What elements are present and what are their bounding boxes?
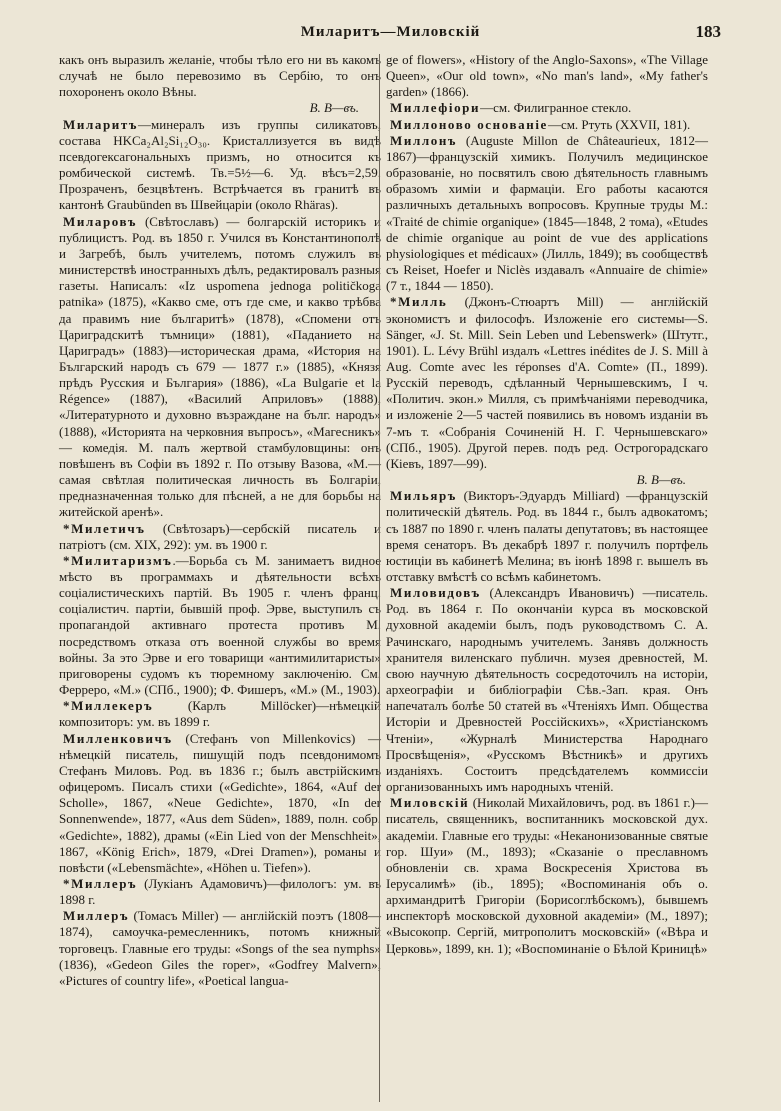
entry-text: (Александръ Ивановичъ) —писатель. Род. въ 1864 г. По окончаніи курса въ московской духовной академіи былъ, подъ руководствомъ С. А. Рачинскаго, народнымъ учителемъ. Занявъ должность хранителя виленскаго публичн. музея древностей, М. свою научную дѣятельность сосредоточилъ на исторіи, археографіи и библіографіи Сѣв.-Зап. края. Онъ напечаталъ болѣе 50 статей въ «Чтеніяхъ Имп. Общества Исторіи и Древностей Россійскихъ», «Христіанскомъ Чтеніи», «Журналѣ Министерства Народнаго Просвѣщенія», «Русскомъ Вѣстникѣ» и другихъ изданіяхъ. Состоитъ предсѣдателемъ коммиссіи организованныхъ имъ народныхъ чтеній. bbox=[386, 585, 708, 795]
entry-text: (Томасъ Miller) — англійскій поэтъ (1808—1874), самоучка-ремесленникъ, потомъ книжный торговецъ. Главные его труды: «Songs of the sea nymphs» (1836), «Gedeon Giles the roper», «Godfrey Malvern», «Pictures of country life», «Poetical langua- bbox=[59, 908, 381, 988]
entry bbox=[386, 585, 708, 795]
entry bbox=[386, 52, 708, 100]
entry bbox=[386, 133, 708, 295]
entry-text: —минералъ изъ группы силикатовъ, состава HKCa₂Al₂Si₁₂O₃₀. Кристаллизуется въ видѣ псевдогексагональныхъ призмъ, но относится къ ромбической системѣ. Тв.=5½—6. Уд. вѣсъ=2,59. Прозраченъ, безцвѣтенъ. Встрѣчается въ гранитѣ въ кантонѣ Graubünden въ Швейцаріи (около Rhäras). bbox=[59, 116, 381, 213]
column-divider bbox=[379, 54, 380, 1102]
entry-text: (Свѣтозаръ)—сербскій писатель и патріотъ (см. XIX, 292): ум. въ 1900 г. bbox=[59, 520, 381, 552]
entry-headword: Миларитъ bbox=[63, 116, 139, 132]
entry bbox=[386, 488, 708, 585]
entry bbox=[59, 731, 381, 876]
entry-headword: Миллеръ bbox=[63, 908, 130, 924]
entry-headword: *Милль bbox=[390, 294, 448, 310]
entry-text: (Карлъ Millöcker)—нѣмецкій композиторъ: ум. въ 1899 г. bbox=[59, 698, 381, 730]
entry-text: (Викторъ-Эдуардъ Milliard) —французскій политическій дѣятель. Род. въ 1844 г., былъ адвокатомъ; съ 1887 по 1890 г. членъ палаты депутатовъ; въ настоящее время сенаторъ. Въ декабрѣ 1897 г. получилъ портфель юстиціи въ кабинетѣ Мелина; въ іюнѣ 1898 г. вышелъ въ отставку вмѣстѣ со всѣмъ кабинетомъ. bbox=[386, 488, 708, 584]
entry-text: (Стефанъ von Millenkovics) — нѣмецкій писатель, пишущій подъ псевдонимомъ Стефанъ Миловъ. Род. въ 1836 г.; былъ австрійскимъ офицеромъ. Писалъ стихи («Gedichte», 1864, «Auf der Scholle», 1867, «Neue Gedichte», 1870, «In der Sonnenwende», 1877, «Aus dem Süden», 1889, полн. собр. «Gedichte», 1882), драмы («Ein Lied von der Menschheit», 1867, «König Erich», 1879, «Drei Dramen»), романы и повѣсти («Lebensmächte», «Höhen u. Tiefen»). bbox=[59, 730, 381, 875]
page-header bbox=[60, 22, 721, 48]
entry bbox=[386, 117, 708, 133]
entry-headword: Миларовъ bbox=[63, 213, 138, 229]
entry-headword: Миловидовъ bbox=[390, 585, 481, 601]
entry bbox=[386, 294, 708, 472]
running-head: Миларитъ—Миловскій bbox=[300, 24, 481, 40]
entry-text: (Джонъ-Стюартъ Mill) — англійскій экономистъ и философъ. Изложеніе его системы—S. Sänger, «J. St. Mill. Sein Leben und Lebenswerk» (Штутг., 1901). L. Lévy Brühl издалъ «Lettres inédites de J. S. Mill à Aug. Comte avec les réponses d'A. Comte» (П., 1899). Русскій переводъ, сдѣланный Чернышевскимъ, I ч. «Политич. экон.» Милля, съ примѣчаніями переводчика, и изложеніе 2—5 частей появились въ новомъ изданіи въ 7-мъ т. «Собранія Сочиненій Н. Г. Чернышевскаго» (СПб., 1905). Другой перев. подъ ред. Острогорадскаго (Кіевъ, 1897—99). bbox=[386, 294, 708, 471]
entry-text: (Auguste Millon de Châteaurieux, 1812—1867)—французскій химикъ. Получилъ медицинское образованіе, но посвятилъ свою дѣятельность главнымъ образомъ химіи и фармаціи. Его работы касаются различныхъ детальныхъ вопросовъ. Крупные труды М.: «Traité de chimie organique» (1845—1848, 2 тома), «Etudes de chimie organique au point de vue des applications physiologiques et médicaux» (Лилль, 1849); въ сообществѣ съ Reiset, Hoefer и Niclès издавалъ «Annuaire de chimie» (7 т., 1844 — 1850). bbox=[386, 132, 708, 294]
entry-headword: *Милитаризмъ bbox=[63, 552, 173, 568]
entry bbox=[386, 795, 708, 957]
entry bbox=[59, 521, 381, 553]
entry-headword: Миллонъ bbox=[390, 132, 458, 148]
entry-headword: Миллефіори bbox=[390, 100, 481, 116]
author-signature: В. В—въ. bbox=[309, 100, 359, 116]
left-column bbox=[59, 52, 381, 989]
entry-text: (Николай Михайловичъ, род. въ 1861 г.)—писатель, священникъ, воспитанникъ московской дух. академіи. Главные его труды: «Неканонизованные святые гор. Шуи» (М., 1893); «Сказаніе о преславномъ обновленіи св. храма Воскресенія Христова въ Іерусалимѣ» (ib., 1895); «Воспоминанія объ о. архимандритѣ Григоріи (Борисоглѣбскомъ), бывшемъ инспекторѣ московской духовной академіи» (М., 1897); «Высокопр. Сергій, митрополитъ московскій» («Вѣра и Церковь», 1899, кн. 1); «Воспоминаніе о Бѣлой Криницѣ» bbox=[386, 795, 708, 956]
entry bbox=[59, 214, 381, 521]
entry-text: какъ онъ выразилъ желаніе, чтобы тѣло его ни въ какомъ случаѣ не было перевозимо въ Сербію, то онъ похороненъ около Вѣны. bbox=[59, 52, 381, 100]
entry-headword: *Милетичъ bbox=[63, 520, 146, 536]
entry bbox=[59, 908, 381, 989]
entry-headword: Мильяръ bbox=[390, 488, 457, 504]
page-number: 183 bbox=[695, 22, 721, 41]
entry-text: (Свѣтославъ) — болгарскій историкъ и публицистъ. Род. въ 1850 г. Учился въ Константинополѣ и Загребѣ, былъ учителемъ, потомъ служилъ въ министерствѣ иностранныхъ дѣлъ, редактировалъ разныя газеты. Написалъ: «Iz uspomena jednoga političkoga patnika» (1875), «Какво сме, отъ где сме, и какво трѣбва да правимъ ние българитѣ» (1878), «Спомени отъ Цариградскитѣ тъмници» (1881), «Паданието на Цариградъ» (1883)—историческая драма, «История на Българский народъ съ 679 — 1877 г.» (1885), «Князя прѣдъ Русския и България» (1886), «La Bulgarie et la Régence» (1887), «Василий Априловъ» (1888), «Литературното и духовно възраждане на бълг. народъ» (1888), «Историята на черковния въпросъ», «Магесникъ» — комедія. М. палъ жертвой стамбуловщины: онъ повѣшенъ въ Софіи въ 1892 г. По отзыву Вазова, «М.—самая свѣтлая политическая личность въ Болгаріи, предназначенная только для пѣсней, а не для борьбы на житейской аренѣ». bbox=[59, 213, 381, 520]
entry-text: —см. Филигранное стекло. bbox=[480, 100, 632, 116]
entry-text: .—Борьба съ М. занимаетъ видное мѣсто въ программахъ и дѣятельности всѣхъ соціалистическихъ партій. Въ 1905 г. членъ франц. соціалистич. партіи, бывшій проф. Эрве, выступилъ съ пропагандой активнаго протеста противъ М. посредствомъ отказа отъ военной службы во время войны. За это Эрве и его товарищи «антимилитаристы» приговорены судомъ къ тюремному заключенію. См. Ферреро, «М.» (СПб., 1900); Ф. Фишеръ, «М.» (М., 1903). bbox=[59, 552, 381, 698]
author-signature: В. В—въ. bbox=[636, 472, 686, 488]
entry bbox=[59, 553, 381, 698]
entry bbox=[59, 698, 381, 730]
entry-text: (Лукіанъ Адамовичъ)—филологъ: ум. въ 1898 г. bbox=[59, 875, 381, 908]
entry bbox=[59, 117, 381, 214]
entry bbox=[59, 876, 381, 908]
entry bbox=[386, 100, 708, 116]
entry-text: ge of flowers», «History of the Anglo-Saxons», «The Village Queen», «Our old town», «No man's land», «My father's garden» (1866). bbox=[386, 52, 708, 100]
entry-headword: *Миллеръ bbox=[63, 875, 138, 891]
right-column bbox=[386, 52, 708, 957]
entry-headword: Милленковичъ bbox=[63, 730, 173, 746]
entry-headword: Миловскій bbox=[390, 795, 470, 811]
entry-text: —см. Ртуть (XXVII, 181). bbox=[547, 116, 691, 132]
entry-headword: Миллоново основаніе bbox=[390, 116, 548, 132]
entry bbox=[59, 52, 381, 100]
entry-headword: *Миллекеръ bbox=[63, 698, 154, 714]
